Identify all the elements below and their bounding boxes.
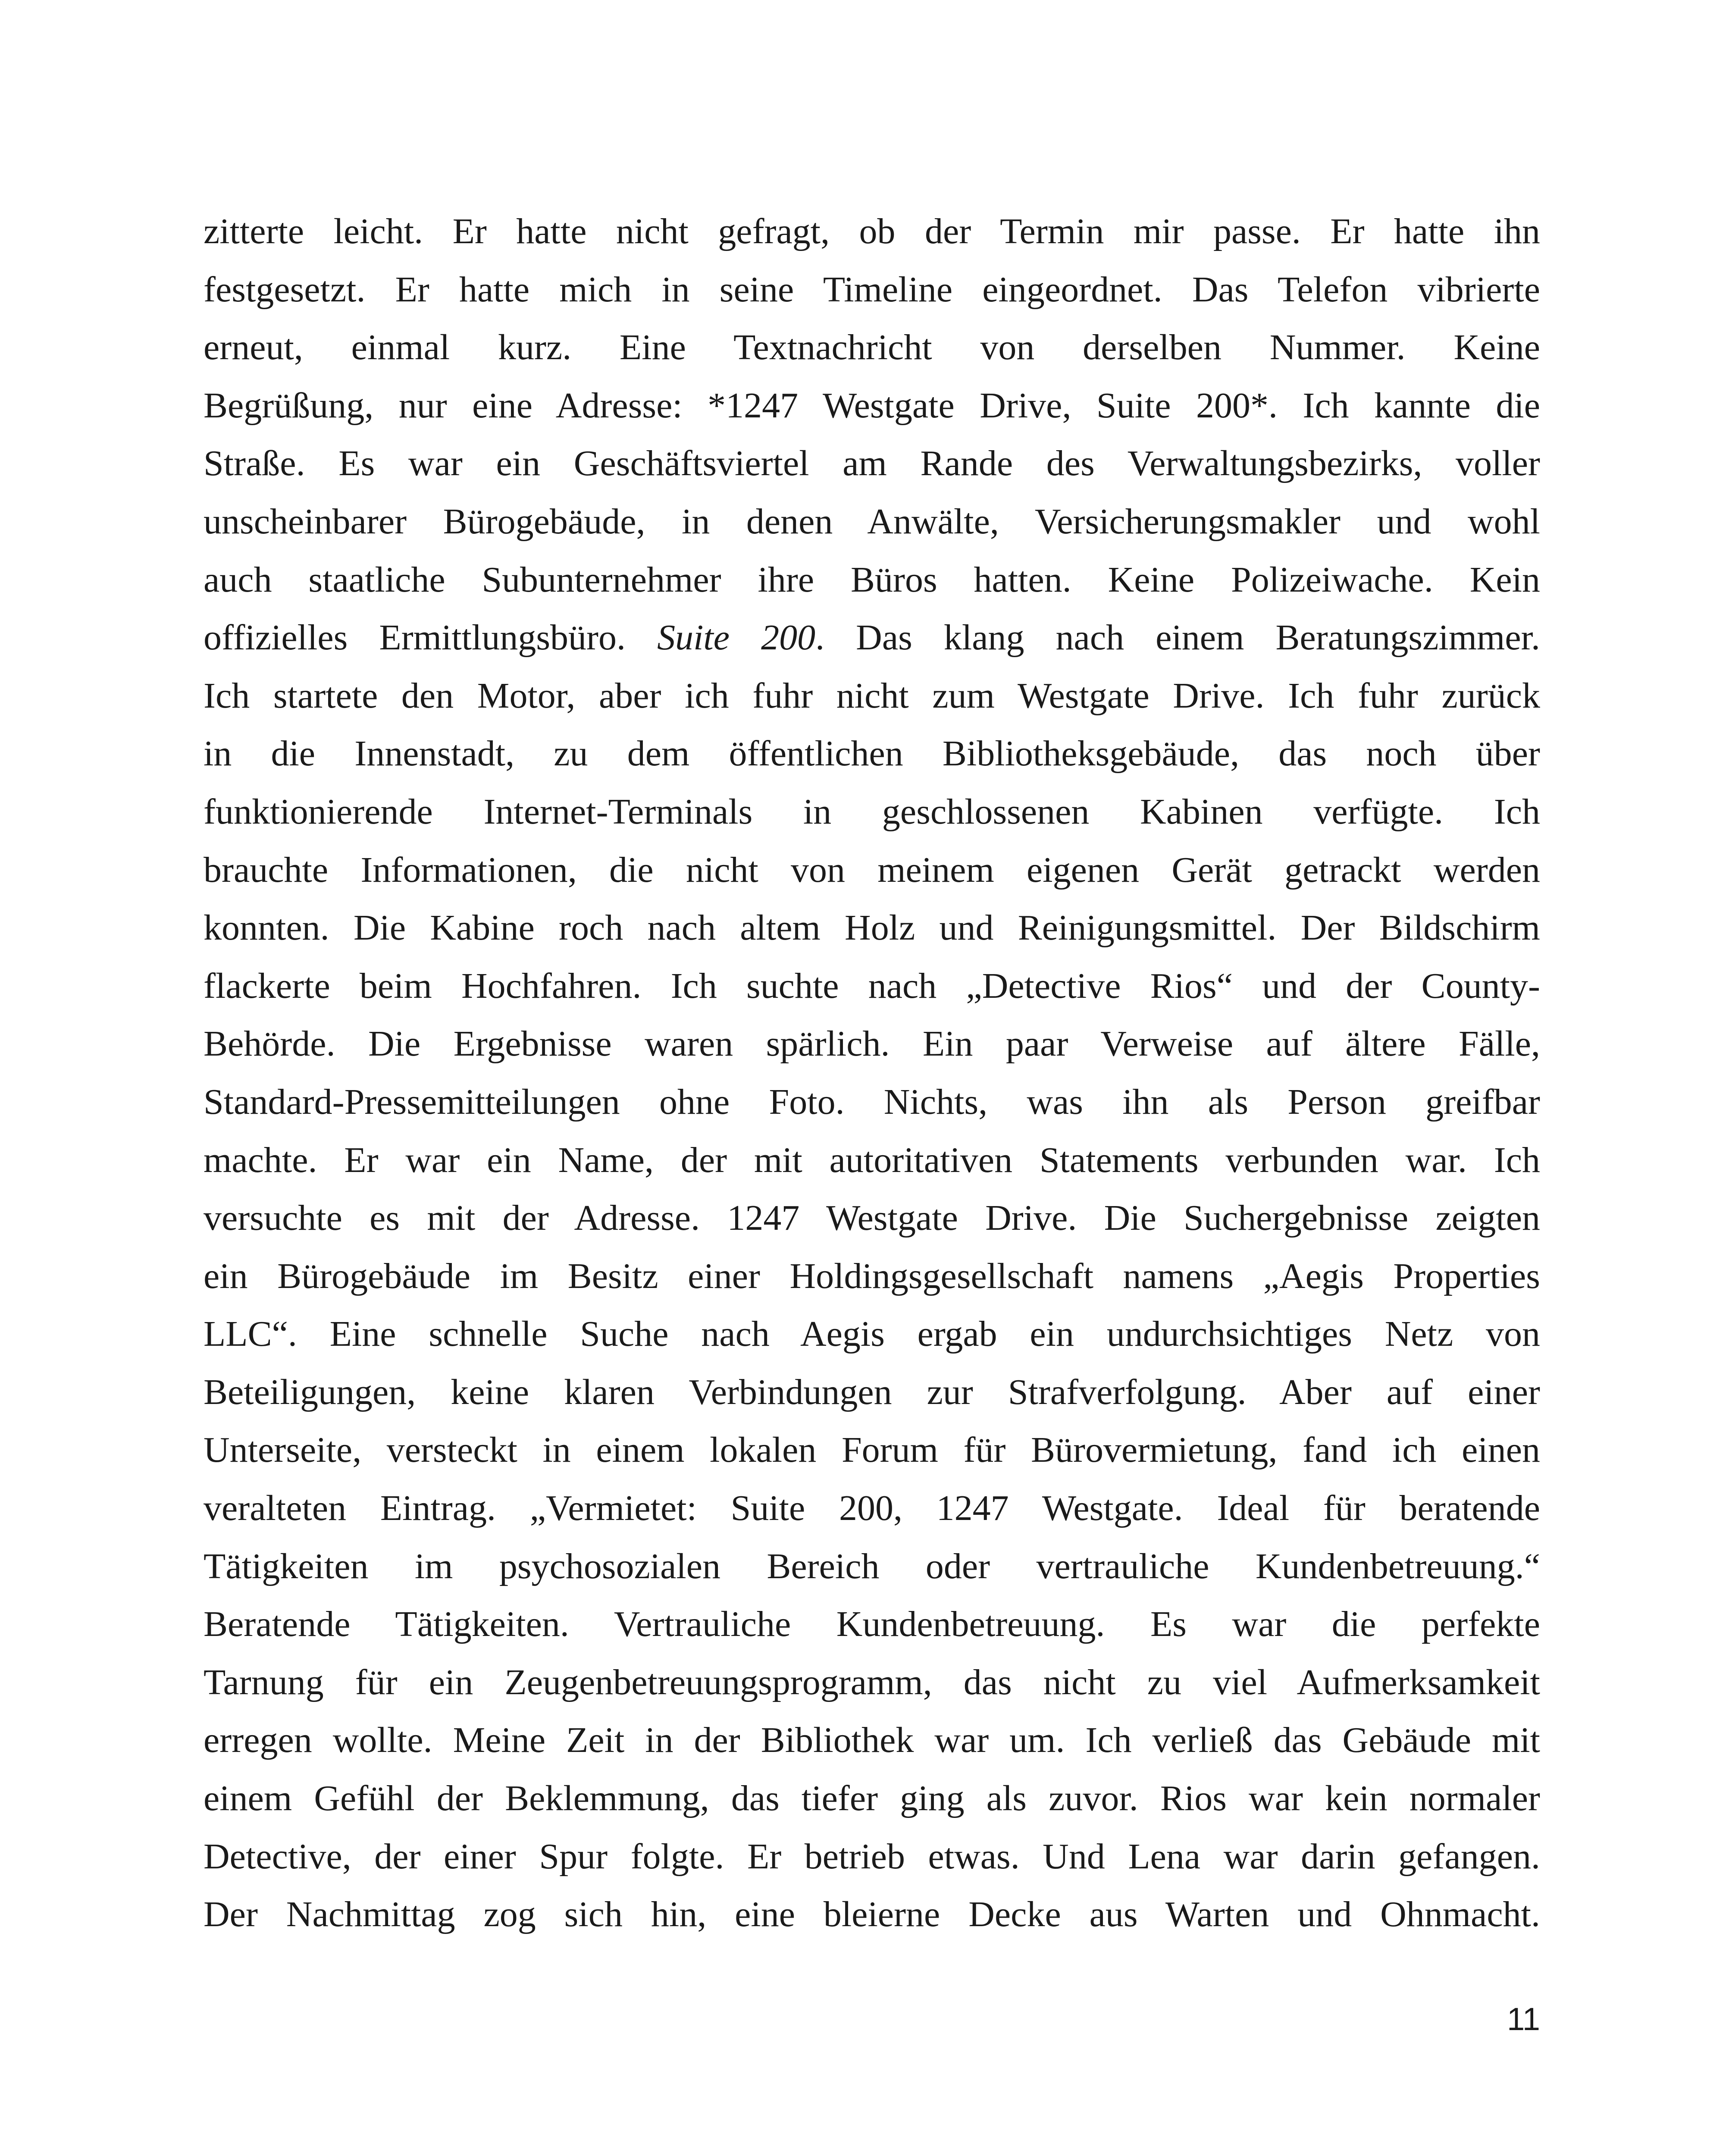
- text-line: Ich startete den Motor, aber ich fuhr nicht zum Westgate Drive. Ich fuhr zurück: [204, 675, 1540, 716]
- text-line: Tarnung für ein Zeugenbetreuungsprogramm, das nicht zu viel Aufmerksamkeit: [204, 1662, 1540, 1702]
- text-line: auch staatliche Subunternehmer ihre Büros hatten. Keine Polizeiwache. Kein: [204, 559, 1540, 600]
- text-fragment: offizielles Ermittlungsbüro.: [204, 617, 658, 658]
- text-line: LLC“. Eine schnelle Suche nach Aegis ergab ein undurchsichtiges Netz von: [204, 1314, 1540, 1354]
- text-line: funktionierende Internet-Terminals in geschlossenen Kabinen verfügte. Ich: [204, 791, 1540, 832]
- page-number: 11: [1507, 2001, 1540, 2037]
- text-line: zitterte leicht. Er hatte nicht gefragt, ob der Termin mir passe. Er hatte ihn: [204, 211, 1540, 251]
- text-line: Der Nachmittag zog sich hin, eine bleierne Decke aus Warten und Ohnmacht.: [204, 1894, 1540, 1935]
- text-line: Beteiligungen, keine klaren Verbindungen zur Strafverfolgung. Aber auf einer: [204, 1372, 1540, 1412]
- text-line: brauchte Informationen, die nicht von meinem eigenen Gerät getrackt werden: [204, 849, 1540, 890]
- text-line: Detective, der einer Spur folgte. Er betrieb etwas. Und Lena war darin gefangen.: [204, 1836, 1540, 1877]
- text-line: machte. Er war ein Name, der mit autoritativen Statements verbunden war. Ich: [204, 1140, 1540, 1180]
- text-line: flackerte beim Hochfahren. Ich suchte nach „Detective Rios“ und der County-: [204, 965, 1540, 1006]
- text-fragment: . Das klang nach einem Beratungszimmer.: [815, 617, 1540, 658]
- text-line: in die Innenstadt, zu dem öffentlichen Bibliotheksgebäude, das noch über: [204, 733, 1540, 774]
- text-line: konnten. Die Kabine roch nach altem Holz und Reinigungsmittel. Der Bildschirm: [204, 908, 1540, 948]
- text-line: versuchte es mit der Adresse. 1247 Westgate Drive. Die Suchergebnisse zeigten: [204, 1198, 1540, 1238]
- text-line: festgesetzt. Er hatte mich in seine Timeline eingeordnet. Das Telefon vibrierte: [204, 269, 1540, 310]
- text-line: erregen wollte. Meine Zeit in der Bibliothek war um. Ich verließ das Gebäude mit: [204, 1720, 1540, 1761]
- text-line: Begrüßung, nur eine Adresse: *1247 Westgate Drive, Suite 200*. Ich kannte die: [204, 385, 1540, 426]
- text-line: unscheinbarer Bürogebäude, in denen Anwälte, Versicherungsmakler und wohl: [204, 501, 1540, 542]
- text-line-with-italic: [204, 609, 1540, 667]
- italic-emphasis: Suite 200: [657, 617, 816, 658]
- text-line: ein Bürogebäude im Besitz einer Holdingsgesellschaft namens „Aegis Properties: [204, 1256, 1540, 1296]
- text-line: erneut, einmal kurz. Eine Textnachricht von derselben Nummer. Keine: [204, 327, 1540, 368]
- text-line: veralteten Eintrag. „Vermietet: Suite 200, 1247 Westgate. Ideal für beratende: [204, 1488, 1540, 1529]
- text-line: Tätigkeiten im psychosozialen Bereich oder vertrauliche Kundenbetreuung.“: [204, 1546, 1540, 1586]
- text-line: Straße. Es war ein Geschäftsviertel am Rande des Verwaltungsbezirks, voller: [204, 443, 1540, 484]
- text-line: Standard-Pressemitteilungen ohne Foto. Nichts, was ihn als Person greifbar: [204, 1081, 1540, 1122]
- text-line: einem Gefühl der Beklemmung, das tiefer ging als zuvor. Rios war kein normaler: [204, 1778, 1540, 1819]
- body-text: [204, 203, 1540, 1944]
- text-line: Behörde. Die Ergebnisse waren spärlich. Ein paar Verweise auf ältere Fälle,: [204, 1024, 1540, 1064]
- text-line: Unterseite, versteckt in einem lokalen Forum für Bürovermietung, fand ich einen: [204, 1430, 1540, 1470]
- text-line: Beratende Tätigkeiten. Vertrauliche Kundenbetreuung. Es war die perfekte: [204, 1604, 1540, 1645]
